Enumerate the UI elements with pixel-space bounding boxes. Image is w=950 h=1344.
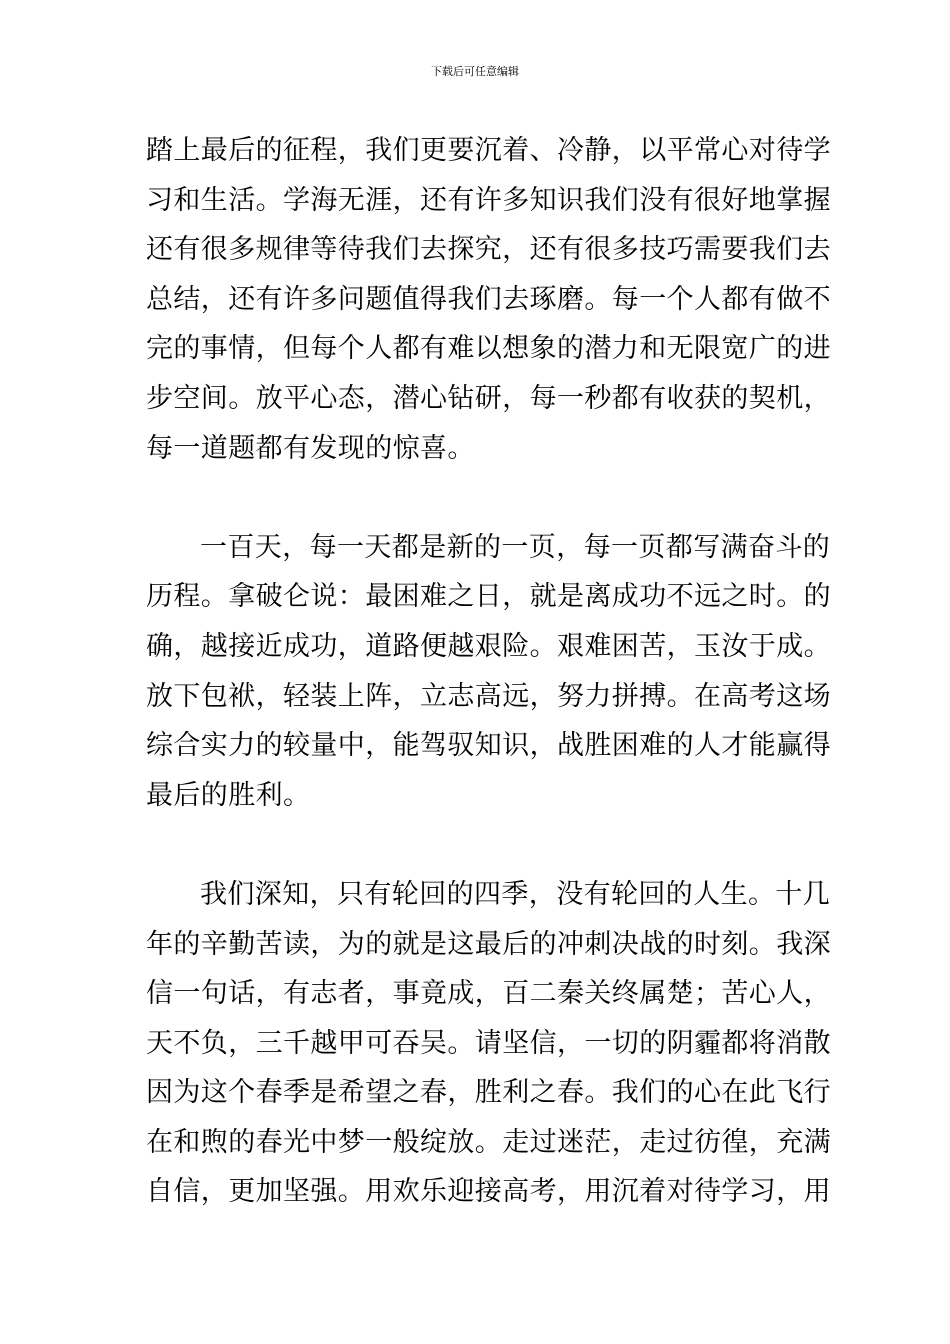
page-header: 下载后可任意编辑	[431, 65, 519, 78]
text-line: 自信，更加坚强。用欢乐迎接高考，用沉着对待学习，用	[146, 1176, 831, 1208]
paragraph-gap	[146, 473, 810, 523]
text-line: 还有很多规律等待我们去探究，还有很多技巧需要我们去	[146, 234, 831, 266]
text-line: 踏上最后的征程，我们更要沉着、冷静，以平常心对待学	[146, 135, 831, 166]
paragraph-3	[146, 870, 831, 1217]
text-line: 历程。拿破仑说：最困难之日，就是离成功不远之时。的	[146, 581, 831, 613]
text-line: 一百天，每一天都是新的一页，每一页都写满奋斗的	[200, 531, 831, 563]
text-line: 确，越接近成功，道路便越艰险。艰难困苦，玉汝于成。	[146, 630, 831, 662]
text-line: 习和生活。学海无涯，还有许多知识我们没有很好地掌握	[146, 184, 831, 216]
text-line: 综合实力的较量中，能驾驭知识，战胜困难的人才能赢得	[146, 730, 831, 762]
text-line: 天不负，三千越甲可吞吴。请坚信，一切的阴霾都将消散	[146, 1027, 831, 1059]
text-line: 完的事情，但每个人都有难以想象的潜力和无限宽广的进	[146, 333, 831, 365]
text-line: 在和煦的春光中梦一般绽放。走过迷茫，走过彷徨，充满	[146, 1126, 831, 1158]
text-line: 年的辛勤苦读，为的就是这最后的冲刺决战的时刻。我深	[146, 928, 831, 960]
paragraph-gap	[146, 820, 810, 870]
document-body	[146, 126, 831, 1217]
text-line: 信一句话，有志者，事竟成，百二秦关终属楚；苦心人，	[146, 978, 831, 1010]
text-line: 因为这个春季是希望之春，胜利之春。我们的心在此飞行	[146, 1077, 831, 1109]
text-line: 最后的胜利。	[146, 779, 311, 811]
text-line: 每一道题都有发现的惊喜。	[146, 432, 475, 464]
text-line: 放下包袱，轻装上阵，立志高远，努力拼搏。在高考这场	[146, 680, 831, 712]
paragraph-1	[146, 126, 831, 473]
text-line: 步空间。放平心态，潜心钻研，每一秒都有收获的契机，	[146, 382, 831, 414]
paragraph-2	[146, 523, 831, 821]
text-line: 我们深知，只有轮回的四季，没有轮回的人生。十几	[200, 878, 831, 910]
text-line: 总结，还有许多问题值得我们去琢磨。每一个人都有做不	[146, 283, 831, 315]
